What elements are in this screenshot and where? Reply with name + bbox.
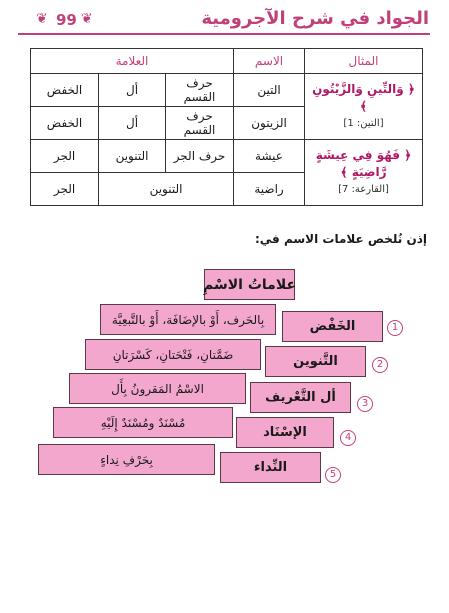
signs-title: علاماتُ الاسْمِ xyxy=(204,269,295,300)
number-badge: 1 xyxy=(387,320,403,336)
number-badge: 2 xyxy=(372,357,388,373)
sign-cell: حرف الجر xyxy=(166,140,234,173)
sign-name-box: الخَفْض xyxy=(282,311,383,342)
table-header-row xyxy=(31,49,423,74)
sign-cell: أل xyxy=(99,107,166,140)
sign-cell: الجر xyxy=(31,173,99,206)
header-example: المثال xyxy=(305,49,423,74)
sign-cell: التنوين xyxy=(99,140,166,173)
header-noun: الاسم xyxy=(234,49,305,74)
signs-table xyxy=(30,48,423,206)
table-row xyxy=(31,74,423,107)
sign-name-box: الإسْنَاد xyxy=(236,417,334,448)
number-badge: 4 xyxy=(340,430,356,446)
number-badge: 5 xyxy=(325,467,341,483)
book-title: الجواد في شرح الآجرومية xyxy=(201,8,429,29)
sign-name-box: التَّنوين xyxy=(265,346,366,377)
ornament-icon: ❦ xyxy=(36,11,48,27)
example-cell xyxy=(305,74,423,140)
table-row xyxy=(31,140,423,173)
sign-cell: الخفض xyxy=(31,107,99,140)
noun-cell: الزيتون xyxy=(234,107,305,140)
sign-name-box: أل التَّعْريف xyxy=(250,382,351,413)
intro-text: إذن نُلخص علامات الاسم في: xyxy=(254,232,427,246)
noun-cell: التين xyxy=(234,74,305,107)
sign-cell: حرف القسم xyxy=(166,74,234,107)
verse-text: ﴿ وَالتِّينِ وَالزَّيْتُونِ ﴾ xyxy=(312,82,415,113)
noun-cell: عيشة xyxy=(234,140,305,173)
sign-desc-box: بِحَرْفِ نِداءٍ xyxy=(38,444,215,475)
page-header xyxy=(0,0,449,40)
sign-desc-box: الاسْمُ المَقرونُ بِأَل xyxy=(69,373,246,404)
sign-cell: حرف القسم xyxy=(166,107,234,140)
header-sign: العلامة xyxy=(31,49,234,74)
ornament-icon: ❦ xyxy=(81,11,93,27)
sign-cell: التنوين xyxy=(99,173,234,206)
number-badge: 3 xyxy=(357,396,373,412)
sign-name-box: النِّداء xyxy=(220,452,321,483)
verse-text: ﴿ فَهُوَ فِي عِيشَةٍ رَّاضِيَةٍ ﴾ xyxy=(315,148,412,179)
sign-cell: أل xyxy=(99,74,166,107)
verse-ref: [القارعة: 7] xyxy=(338,184,389,195)
sign-desc-box: ضَمَّتانِ، فَتْحَتانِ، كَسْرَتانِ xyxy=(85,339,261,370)
sign-desc-box: بِالحَرف، أَوْ بالإضَافَة، أَوْ بالتَّبعِيَّة xyxy=(100,304,276,335)
sign-cell: الخفض xyxy=(31,74,99,107)
page-number: 99 xyxy=(56,11,77,29)
sign-cell: الجر xyxy=(31,140,99,173)
sign-desc-box: مُسْنَدٌ ومُسْنَدٌ إِلَيْهِ xyxy=(53,407,233,438)
verse-ref: [التين: 1] xyxy=(343,118,384,129)
noun-cell: راضية xyxy=(234,173,305,206)
header-divider xyxy=(18,33,430,35)
example-cell xyxy=(305,140,423,206)
